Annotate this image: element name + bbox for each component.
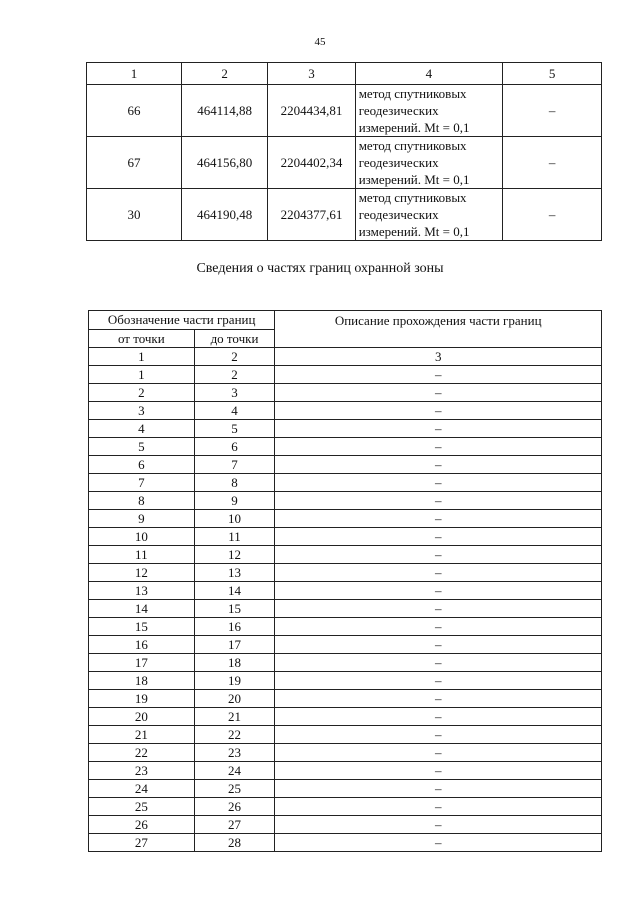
description-cell: – [275,564,602,582]
page-number: 45 [314,36,326,48]
description-cell: – [275,402,602,420]
coord-y: 2204377,61 [268,189,355,241]
from-point: 1 [89,366,195,384]
table-row [89,456,602,474]
to-point: 25 [194,780,275,798]
from-point: 4 [89,420,195,438]
from-point: 24 [89,780,195,798]
from-point: 2 [89,384,195,402]
coord-x: 464114,88 [182,85,268,137]
table-row [89,528,602,546]
table-row [89,438,602,456]
method-line: измерений. Mt = 0,1 [358,172,470,187]
column-number: 5 [503,63,602,85]
description-cell: – [275,780,602,798]
table-row [87,137,602,189]
table-row [89,798,602,816]
table-row [89,564,602,582]
to-point: 26 [194,798,275,816]
section-title: Сведения о частях границ охранной зоны [196,261,444,276]
to-point: 7 [194,456,275,474]
table-row [89,708,602,726]
coordinates-table [86,62,602,241]
column-number: 3 [268,63,355,85]
note-cell: – [503,137,602,189]
description-cell: – [275,366,602,384]
to-point: 14 [194,582,275,600]
note-cell: – [503,85,602,137]
method-line: измерений. Mt = 0,1 [358,224,470,239]
from-point: 12 [89,564,195,582]
to-point: 23 [194,744,275,762]
description-cell: – [275,438,602,456]
column-numbers-row [89,348,602,366]
description-cell: – [275,834,602,852]
table-row [89,546,602,564]
table-row [87,85,602,137]
description-cell: – [275,690,602,708]
table-row [89,726,602,744]
method-cell [355,189,502,241]
table-row [89,600,602,618]
from-point: 21 [89,726,195,744]
table-row [89,420,602,438]
column-number: 2 [182,63,268,85]
description-cell: – [275,456,602,474]
method-cell [355,137,502,189]
description-cell: – [275,600,602,618]
table-row [89,762,602,780]
to-point: 21 [194,708,275,726]
column-number: 2 [194,348,275,366]
table-row [89,654,602,672]
table-row [89,834,602,852]
from-point: 23 [89,762,195,780]
from-point: 15 [89,618,195,636]
from-point: 3 [89,402,195,420]
table-row [89,402,602,420]
from-point: 16 [89,636,195,654]
description-cell: – [275,420,602,438]
coord-y: 2204434,81 [268,85,355,137]
from-point: 11 [89,546,195,564]
from-point: 7 [89,474,195,492]
description-cell: – [275,384,602,402]
from-point: 9 [89,510,195,528]
from-point: 14 [89,600,195,618]
coord-y: 2204402,34 [268,137,355,189]
table-row [89,366,602,384]
description-cell: – [275,672,602,690]
table-row [89,780,602,798]
to-point: 19 [194,672,275,690]
description-cell: – [275,708,602,726]
to-point: 13 [194,564,275,582]
coord-x: 464190,48 [182,189,268,241]
column-number: 1 [87,63,182,85]
column-number: 1 [89,348,195,366]
point-id: 67 [87,137,182,189]
description-cell: – [275,726,602,744]
to-point: 22 [194,726,275,744]
description-cell: – [275,474,602,492]
method-line: геодезических [358,103,439,118]
to-point: 17 [194,636,275,654]
method-line: геодезических [358,155,439,170]
description-cell: – [275,510,602,528]
table-row [89,582,602,600]
table-row [89,744,602,762]
table-row [89,618,602,636]
description-cell: – [275,546,602,564]
table-row [89,690,602,708]
from-point: 27 [89,834,195,852]
from-point: 22 [89,744,195,762]
to-point: 20 [194,690,275,708]
coordinates-header-row [87,63,602,85]
to-point: 16 [194,618,275,636]
point-id: 66 [87,85,182,137]
description-cell: – [275,636,602,654]
from-point: 25 [89,798,195,816]
to-point: 28 [194,834,275,852]
from-point: 20 [89,708,195,726]
boundary-parts-table [88,310,602,852]
table-row [89,384,602,402]
description-header: Описание прохождения части границ [275,311,602,348]
group-header: Обозначение части границ [89,311,275,330]
from-point: 18 [89,672,195,690]
to-point: 18 [194,654,275,672]
description-cell: – [275,528,602,546]
table-row [89,816,602,834]
to-point: 4 [194,402,275,420]
column-number: 3 [275,348,602,366]
from-point-header: от точки [89,330,195,348]
coord-x: 464156,80 [182,137,268,189]
description-cell: – [275,798,602,816]
method-line: измерений. Mt = 0,1 [358,120,470,135]
description-cell: – [275,654,602,672]
table-row [89,636,602,654]
to-point: 9 [194,492,275,510]
from-point: 5 [89,438,195,456]
from-point: 10 [89,528,195,546]
to-point: 12 [194,546,275,564]
to-point-header: до точки [194,330,275,348]
to-point: 8 [194,474,275,492]
description-cell: – [275,744,602,762]
description-cell: – [275,492,602,510]
description-cell: – [275,762,602,780]
parts-header-row [89,311,602,330]
to-point: 2 [194,366,275,384]
method-line: геодезических [358,207,439,222]
method-line: метод спутниковых [358,138,467,153]
table-row [89,672,602,690]
to-point: 11 [194,528,275,546]
method-cell [355,85,502,137]
to-point: 6 [194,438,275,456]
to-point: 27 [194,816,275,834]
table-row [87,189,602,241]
table-row [89,474,602,492]
method-line: метод спутниковых [358,86,467,101]
table-row [89,492,602,510]
from-point: 19 [89,690,195,708]
description-cell: – [275,618,602,636]
point-id: 30 [87,189,182,241]
column-number: 4 [355,63,502,85]
to-point: 10 [194,510,275,528]
to-point: 5 [194,420,275,438]
from-point: 8 [89,492,195,510]
to-point: 15 [194,600,275,618]
description-cell: – [275,816,602,834]
to-point: 24 [194,762,275,780]
from-point: 26 [89,816,195,834]
table-row [89,510,602,528]
from-point: 6 [89,456,195,474]
to-point: 3 [194,384,275,402]
description-cell: – [275,582,602,600]
method-line: метод спутниковых [358,190,467,205]
from-point: 13 [89,582,195,600]
note-cell: – [503,189,602,241]
from-point: 17 [89,654,195,672]
